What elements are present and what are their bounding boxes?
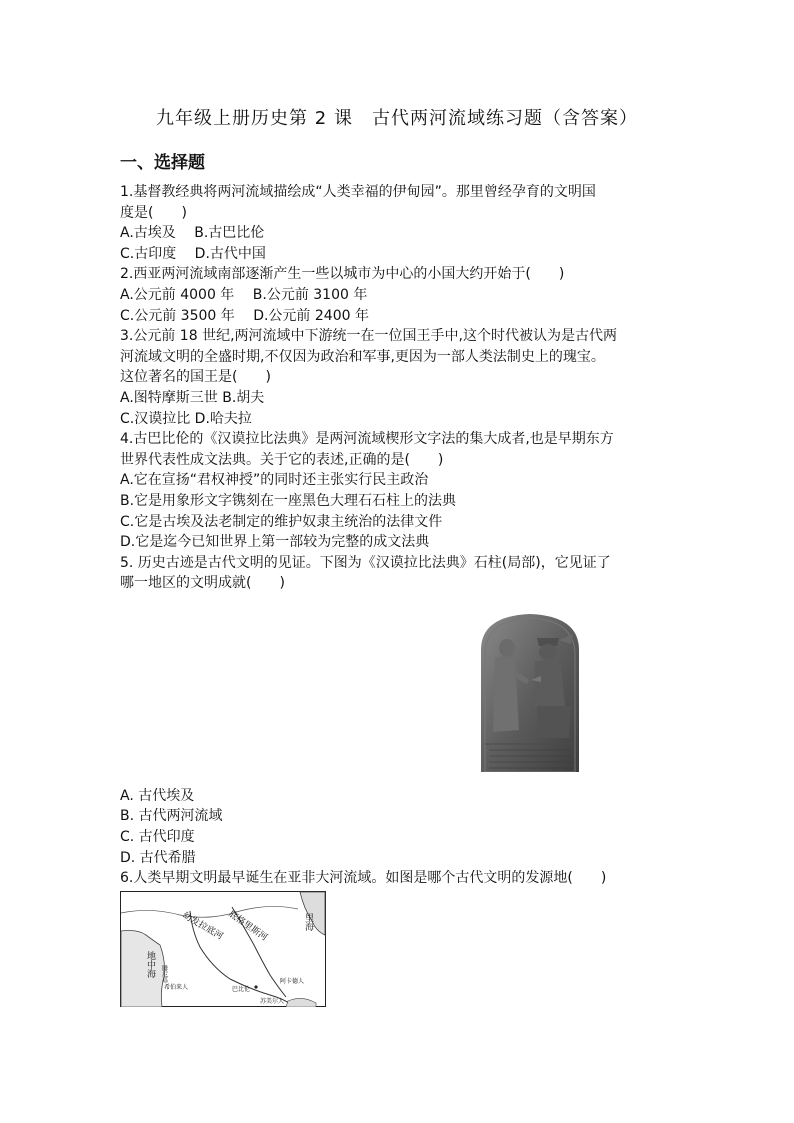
q3-stem: 3.公元前 18 世纪,两河流域中下游统一在一位国王手中,这个时代被认为是古代两: [120, 328, 617, 345]
map-label-akkadians: 阿卡德人: [280, 977, 305, 985]
q3-stem-cont: 河流域文明的全盛时期,不仅因为政治和军事,更因为一部人类法制史上的瑰宝。: [120, 348, 605, 365]
q2-options-cd: C.公元前 3500 年 D.公元前 2400 年: [120, 307, 369, 324]
q4-option-d: D.它是迄今已知世界上第一部较为完整的成文法典: [120, 534, 430, 551]
q1-stem: 1.基督教经典将两河流域描绘成“人类幸福的伊甸园”。那里曾经孕育的文明国: [120, 184, 596, 200]
map-label-phoenicians: 腓尼基: [160, 964, 168, 983]
q3-options-cd: C.汉谟拉比 D.哈夫拉: [120, 410, 252, 427]
q4-option-b: B.它是用象形文字镌刻在一座黑色大理石石柱上的法典: [120, 492, 457, 509]
hammurabi-stele-image: [475, 610, 585, 772]
q4-option-c: C.它是古埃及法老制定的维护奴隶主统治的法律文件: [120, 513, 443, 530]
q2-options-ab: A.公元前 4000 年 B.公元前 3100 年: [120, 286, 368, 303]
map-label-hebrews: 希伯来人: [164, 983, 189, 991]
map-label-sumerians: 苏美尔人: [260, 997, 285, 1005]
q2-stem: 2.西亚两河流域南部逐渐产生一些以城市为中心的小国大约开始于( ): [120, 266, 565, 283]
map-label-mediterranean: 地中海: [145, 950, 155, 978]
q5-stem-cont: 哪一地区的文明成就( ): [120, 575, 285, 592]
section-heading: 一、选择题: [120, 153, 205, 173]
q3-stem-cont2: 这位著名的国王是( ): [120, 369, 271, 386]
mesopotamia-map: [120, 891, 326, 1007]
q5-option-a: A. 古代埃及: [120, 787, 195, 804]
q4-stem-cont: 世界代表性成文法典。关于它的表述,正确的是( ): [120, 451, 444, 468]
map-label-caspian: 里海: [303, 912, 313, 931]
q3-options-ab: A.图特摩斯三世 B.胡夫: [120, 389, 265, 406]
q5-option-d: D. 古代希腊: [120, 849, 196, 866]
map-label-tigris: 底格里斯河: [226, 909, 269, 944]
q4-stem: 4.古巴比伦的《汉谟拉比法典》是两河流域楔形文字法的集大成者,也是早期东方: [120, 431, 614, 448]
q6-stem: 6.人类早期文明最早诞生在亚非大河流域。如图是哪个古代文明的发源地( ): [120, 870, 607, 887]
q4-option-a: A.它在宣扬“君权神授”的同时还主张实行民主政治: [120, 472, 429, 489]
q1-options-cd: C.古印度 D.古代中国: [120, 245, 266, 262]
q5-option-b: B. 古代两河流域: [120, 808, 223, 825]
q1-stem-cont: 度是( ): [120, 204, 187, 221]
map-label-euphrates: 幼发拉底河: [180, 910, 225, 942]
map-label-babylon: 巴比伦: [232, 985, 251, 993]
q5-option-c: C. 古代印度: [120, 829, 195, 846]
question-list: [120, 182, 680, 1007]
q1-options-ab: A.古埃及 B.古巴比伦: [120, 225, 265, 242]
q5-stem: 5. 历史古迹是古代文明的见证。下图为《汉谟拉比法典》石柱(局部)，它见证了: [120, 554, 611, 571]
page-title: 九年级上册历史第 2 课 古代两河流域练习题（含答案）: [156, 108, 638, 129]
